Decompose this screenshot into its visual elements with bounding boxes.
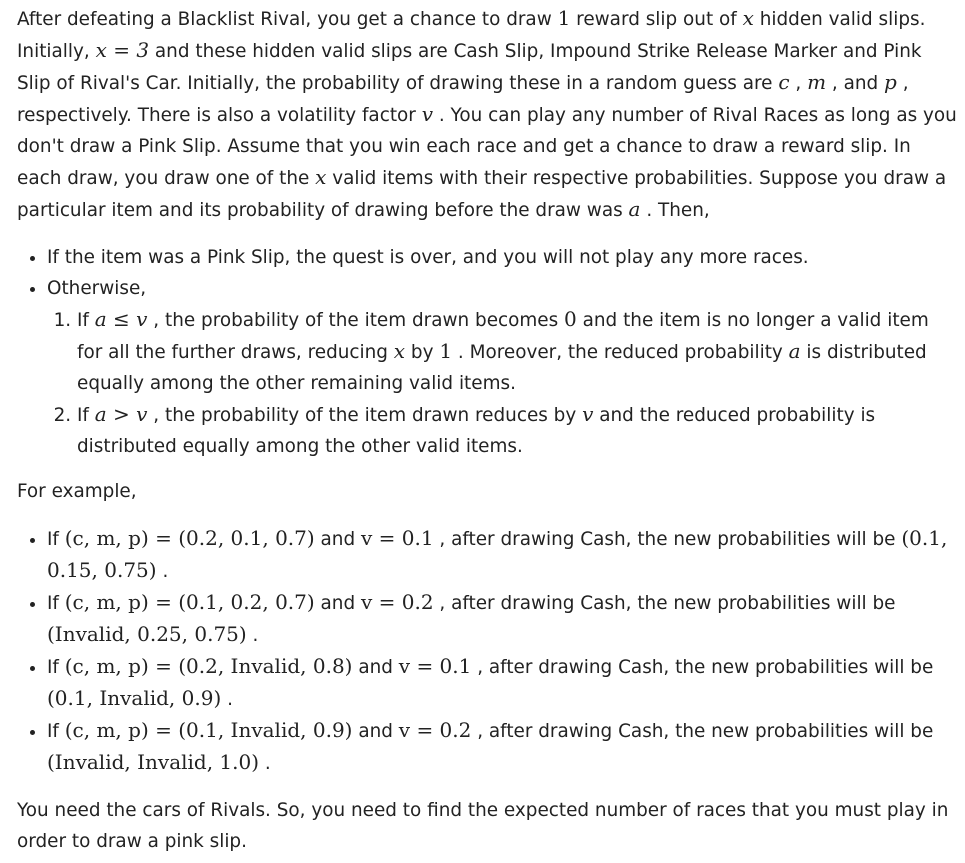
- text: . Then,: [640, 200, 710, 221]
- text: . Moreover, the reduced probability: [452, 342, 789, 363]
- text: , after drawing Cash, the new probabilities will be: [471, 657, 934, 678]
- examples-list: [17, 523, 957, 779]
- math-one: 1: [439, 339, 453, 363]
- text: and these hidden valid slips are Cash Slip, Impound Strike Release Marker and Pink Slip of Rival's Car. Initially, the probability of drawing these in a random guess are: [17, 41, 922, 94]
- example-item: [47, 651, 957, 715]
- rule-pink-slip: [47, 242, 957, 273]
- text: , after drawing Cash, the new probabilities will be: [471, 721, 934, 742]
- math-v-value: v = 0.2: [398, 718, 472, 742]
- text: and the reduced probability is distributed equally among the other valid items.: [77, 405, 876, 457]
- text: ,: [789, 73, 808, 94]
- math-a: a: [628, 197, 641, 221]
- text: and the item is no longer a valid item for all the further draws, reducing: [77, 310, 929, 363]
- example-item: [47, 715, 957, 779]
- text: and: [314, 593, 361, 614]
- math-tuple: (c, m, p) = (0.1, Invalid, 0.9): [64, 718, 353, 742]
- math-x-equals-3: x = 3: [95, 38, 150, 62]
- example-item: [47, 523, 957, 587]
- math-result: (0.1, 0.15, 0.75): [47, 526, 948, 582]
- text: Initially,: [17, 41, 96, 62]
- text: by: [405, 342, 440, 363]
- sub-rule-2: [77, 399, 957, 462]
- text: reward slip out of: [570, 9, 743, 30]
- math-x: x: [315, 165, 327, 189]
- text: .: [259, 753, 271, 774]
- math-v-value: v = 0.2: [360, 590, 434, 614]
- math-p: p: [884, 70, 897, 94]
- math-a-gt-v: a > v: [94, 402, 148, 426]
- math-x: x: [742, 6, 754, 30]
- text: If: [77, 310, 95, 331]
- text: and: [314, 529, 361, 550]
- text: , the probability of the item drawn becomes: [147, 310, 565, 331]
- text: If: [47, 657, 65, 678]
- math-a: a: [788, 339, 801, 363]
- problem-statement: [17, 3, 957, 857]
- text: .: [221, 689, 233, 710]
- rules-list: [17, 242, 957, 462]
- text: and: [352, 657, 399, 678]
- sub-rule-1: [77, 304, 957, 399]
- text: ,: [896, 73, 909, 94]
- text: valid items with their respective probabilities. Suppose you draw a particular item and its probability of drawing before the draw was: [17, 168, 947, 221]
- math-result: (Invalid, Invalid, 1.0): [47, 750, 260, 774]
- text: If the item was a Pink Slip, the quest is over, and you will not play any more races.: [47, 247, 809, 268]
- math-m: m: [807, 70, 827, 94]
- for-example-label: For example,: [17, 481, 137, 502]
- text: If: [47, 593, 65, 614]
- text: After defeating a Blacklist Rival, you get a chance to draw: [17, 9, 558, 30]
- text: If: [47, 529, 65, 550]
- text: .: [156, 561, 169, 582]
- intro-paragraph: [17, 3, 957, 226]
- text: , after drawing Cash, the new probabilities will be: [433, 529, 902, 550]
- example-item: [47, 587, 957, 651]
- text: If: [47, 721, 65, 742]
- math-zero: 0: [564, 307, 577, 331]
- math-tuple: (c, m, p) = (0.2, 0.1, 0.7): [64, 526, 315, 550]
- math-result: (Invalid, 0.25, 0.75): [47, 622, 247, 646]
- text: .: [246, 625, 259, 646]
- text: respectively. There is also a volatility factor: [17, 105, 422, 126]
- text: Otherwise,: [47, 278, 147, 299]
- text: hidden valid slips.: [753, 9, 926, 30]
- math-result: (0.1, Invalid, 0.9): [47, 686, 222, 710]
- math-a-le-v: a ≤ v: [94, 307, 148, 331]
- text: , the probability of the item drawn reduces by: [147, 405, 583, 426]
- math-one: 1: [557, 6, 571, 30]
- text: . You can play any number of Rival Races as long as you don't draw a Pink Slip. Assume that you win each race and get a chance to draw a reward slip. In each draw, you draw one of the: [17, 105, 957, 189]
- text: , after drawing Cash, the new probabilities will be: [433, 593, 896, 614]
- sub-rules-list: [47, 304, 957, 462]
- math-c: c: [778, 70, 790, 94]
- math-tuple: (c, m, p) = (0.2, Invalid, 0.8): [64, 654, 353, 678]
- math-v: v: [421, 102, 433, 126]
- math-v-value: v = 0.1: [360, 526, 434, 550]
- math-x: x: [393, 339, 406, 363]
- text: and: [352, 721, 399, 742]
- rule-otherwise: [47, 273, 957, 462]
- text: , and: [826, 73, 885, 94]
- closing-paragraph: You need the cars of Rivals. So, you need to find the expected number of races that you must play in order to draw a pink slip.: [17, 800, 949, 852]
- text: is distributed equally among the other remaining valid items.: [77, 342, 927, 394]
- text: If: [77, 405, 95, 426]
- math-v-value: v = 0.1: [398, 654, 472, 678]
- math-tuple: (c, m, p) = (0.1, 0.2, 0.7): [64, 590, 315, 614]
- math-v: v: [582, 402, 594, 426]
